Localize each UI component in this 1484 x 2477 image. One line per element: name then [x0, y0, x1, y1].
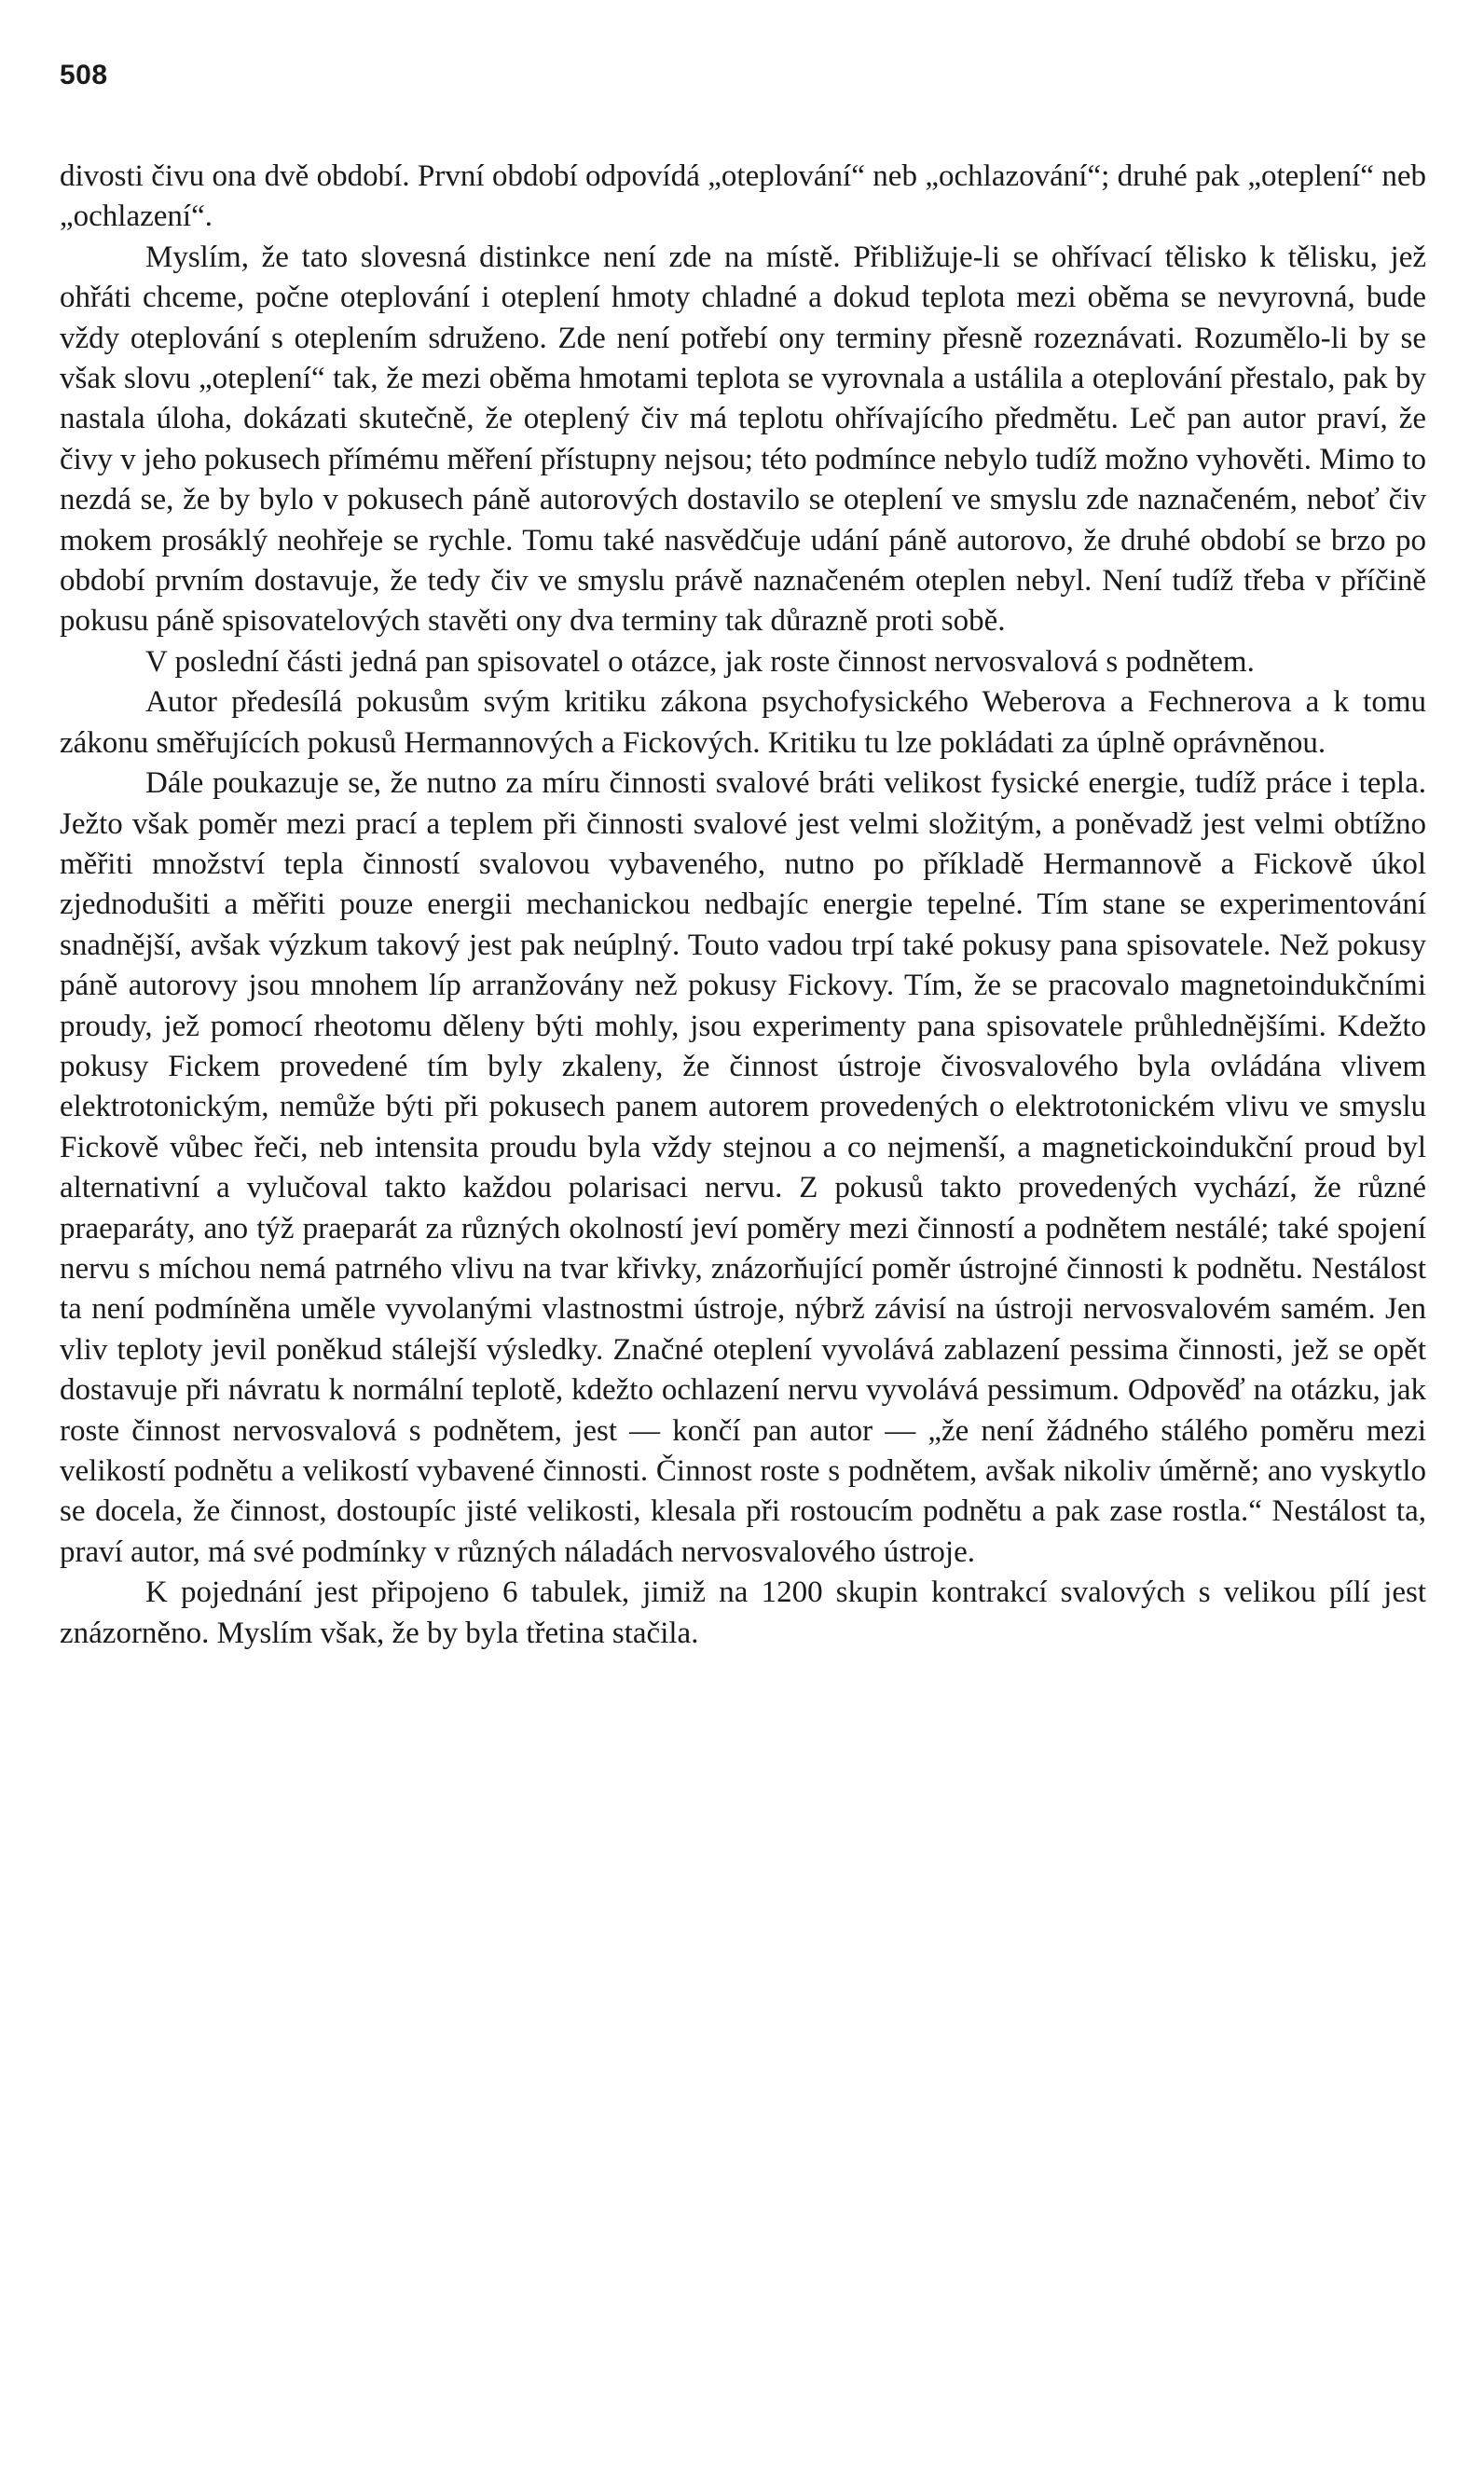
paragraph-6: K pojednání jest připojeno 6 tabulek, jimiž na 1200 skupin kontrakcí svalových s velikou pílí jest znázorněno. Myslím však, že by byla třetina stačila.: [60, 1576, 1426, 1650]
body-text: [60, 157, 1426, 1654]
paragraph-4: Autor předesílá pokusům svým kritiku zákona psychofysického Weberova a Fechnerova a k tomu zákonu směřujících pokusů Hermannových a Fickových. Kritiku tu lze pokládati za úplně oprávněnou.: [60, 685, 1426, 760]
paragraph-1: divosti čivu ona dvě období. První období odpovídá „oteplování“ neb „ochlazování“; druhé pak „oteplení“ neb „ochlazení“.: [60, 159, 1426, 234]
paragraph-2: Myslím, že tato slovesná distinkce není zde na místě. Přibližuje-li se ohřívací tělisko k tělisku, jež ohřáti chceme, počne oteplování i oteplení hmoty chladné a dokud teplota mezi oběma se nevyrovná, bude vždy oteplování s oteplením sdruženo. Zde není potřebí ony terminy přesně rozeznávati. Rozumělo-li by se však slovu „oteplení“ tak, že mezi oběma hmotami teplota se vyrovnala a ustálila a oteplování přestalo, pak by nastala úloha, dokázati skutečně, že oteplený čiv má teplotu ohřívajícího předmětu. Leč pan autor praví, že čivy v jeho pokusech přímému měření přístupny nejsou; této podmínce nebylo tudíž možno vyhověti. Mimo to nezdá se, že by bylo v pokusech páně autorových dostavilo se oteplení ve smyslu zde naznačeném, neboť čiv mokem prosáklý neohřeje se rychle. Tomu také nasvědčuje udání páně autorovo, že druhé období se brzo po období prvním dostavuje, že tedy čiv ve smyslu právě naznačeném oteplen nebyl. Není tudíž třeba v příčině pokusu páně spisovatelových stavěti ony dva terminy tak důrazně proti sobě.: [60, 240, 1426, 639]
page-number: 508: [60, 60, 108, 90]
paragraph-5: Dále poukazuje se, že nutno za míru činnosti svalové bráti velikost fysické energie, tudíž práce i tepla. Ježto však poměr mezi prací a teplem při činnosti svalové jest velmi složitým, a poněvadž jest velmi obtížno měřiti množství tepla činností svalovou vybaveného, nutno po příkladě Hermannově a Fickově úkol zjednodušiti a měřiti pouze energii mechanickou nedbajíc energie tepelné. Tím stane se experimentování snadnější, avšak výzkum takový jest pak neúplný. Touto vadou trpí také pokusy pana spisovatele. Než pokusy páně autorovy jsou mnohem líp arranžovány než pokusy Fickovy. Tím, že se pracovalo magnetoindukčními proudy, jež pomocí rheotomu děleny býti mohly, jsou experimenty pana spisovatele průhlednějšími. Kdežto pokusy Fickem provedené tím byly zkaleny, že činnost ústroje čivosvalového byla ovládána vlivem elektrotonickým, nemůže býti při pokusech panem autorem provedených o elektrotonickém vlivu ve smyslu Fickově vůbec řeči, neb intensita proudu byla vždy stejnou a co nejmenší, a magnetickoindukční proud byl alternativní a vylučoval takto každou polarisaci nervu. Z pokusů takto provedených vychází, že různé praeparáty, ano týž praeparát za různých okolností jeví poměry mezi činností a podnětem nestálé; také spojení nervu s míchou nemá patrného vlivu na tvar křivky, znázorňující poměr ústrojné činnosti k podnětu. Nestálost ta není podmíněna uměle vyvolanými vlastnostmi ústroje, nýbrž závisí na ústroji nervosvalovém samém. Jen vliv teploty jevil poněkud stálejší výsledky. Značné oteplení vyvolává zablazení pessima činnosti, jež se opět dostavuje při návratu k normální teplotě, kdežto ochlazení nervu vyvolává pessimum. Odpověď na otázku, jak roste činnost nervosvalová s podnětem, jest — končí pan autor — „že není žádného stálého poměru mezi velikostí podnětu a velikostí vybavené činnosti. Činnost roste s podnětem, avšak nikoliv úměrně; ano vyskytlo se docela, že činnost, dostoupíc jisté velikosti, klesala při rostoucím podnětu a pak zase rostla.“ Nestálost ta, praví autor, má své podmínky v různých náladách nervosvalového ústroje.: [60, 766, 1426, 1569]
paragraph-3: V poslední části jedná pan spisovatel o otázce, jak roste činnost nervosvalová s podnětem.: [145, 644, 1255, 679]
